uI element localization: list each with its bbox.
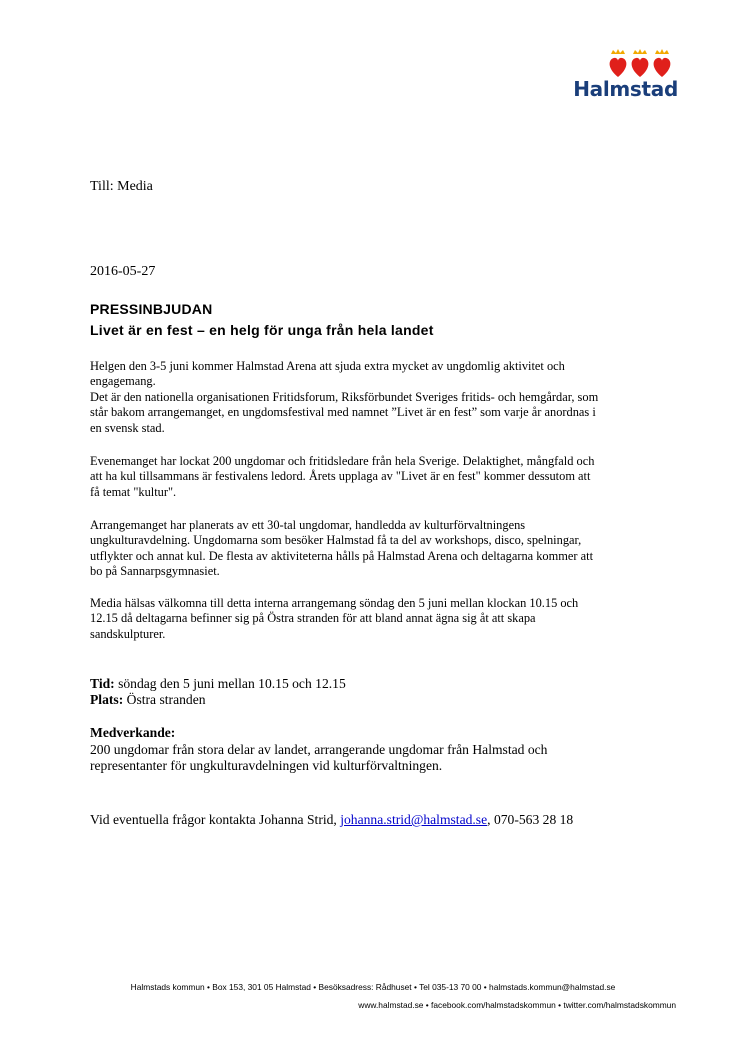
place-value: Östra stranden	[123, 692, 206, 707]
paragraph-media: Media hälsas välkomna till detta interna arrangemang söndag den 5 juni mellan klockan 10.15 och 12.15 då deltagarna befinner sig på Östra stranden för att bland annat ägna sig åt att skapa sandskulpturer.	[90, 596, 579, 641]
footer-address: Halmstads kommun • Box 153, 301 05 Halmstad • Besöksadress: Rådhuset • Tel 035-13 70 00 • halmstads.kommun@halmstad.se	[130, 982, 616, 992]
contact-line: Vid eventuella frågor kontakta Johanna Strid, johanna.strid@halmstad.se, 070-563 28 18	[90, 812, 574, 827]
footer-web: www.halmstad.se • facebook.com/halmstadskommun • twitter.com/halmstadskommun	[358, 1000, 676, 1010]
time-line	[90, 676, 346, 692]
logo-wordmark: Halmstad	[573, 77, 678, 101]
email-link[interactable]: johanna.strid@halmstad.se	[340, 812, 488, 827]
participants-text: 200 ungdomar från stora delar av landet, arrangerande ungdomar från Halmstad och representanter för ungkulturavdelningen vid kulturförvaltningen.	[90, 742, 548, 773]
paragraph-intro: Helgen den 3-5 juni kommer Halmstad Arena att sjuda extra mycket av ungdomlig aktivitet och engagemang. Det är den nationella organisationen Fritidsforum, Riksförbundet Sveriges fritids- och hemgårdar, som står bakom arrangemanget, en ungdomsfestival med namnet ”Livet är en fest” som varje år anordnas i en svensk stad.	[90, 359, 599, 435]
halmstad-logo	[560, 48, 680, 108]
headline: Livet är en fest – en helg för unga från hela landet	[90, 322, 434, 338]
participants-heading: Medverkande:	[90, 725, 176, 740]
place-label: Plats:	[90, 692, 124, 707]
time-label: Tid:	[90, 676, 115, 691]
document-date: 2016-05-27	[90, 264, 156, 279]
recipient-line: Till: Media	[90, 179, 153, 194]
document-label: PRESSINBJUDAN	[90, 301, 213, 317]
crowned-hearts-icon	[606, 48, 678, 80]
paragraph-event: Evenemanget har lockat 200 ungdomar och fritidsledare från hela Sverige. Delaktighet, mångfald och att ha kul tillsammans är festivalens ledord. Årets upplaga av "Livet är en fest" kommer dessutom att få temat "kultur".	[90, 454, 595, 499]
paragraph-organizers: Arrangemanget har planerats av ett 30-tal ungdomar, handledda av kulturförvaltningens ungkulturavdelning. Ungdomarna som besöker Halmstad få ta del av workshops, disco, spelningar, utflykter och annat kul. De flesta av aktiviteterna hålls på Halmstad Arena och deltagarna kommer att bo på Sannarpsgymnasiet.	[90, 518, 594, 579]
place-line	[90, 692, 206, 708]
time-value: söndag den 5 juni mellan 10.15 och 12.15	[114, 676, 346, 691]
